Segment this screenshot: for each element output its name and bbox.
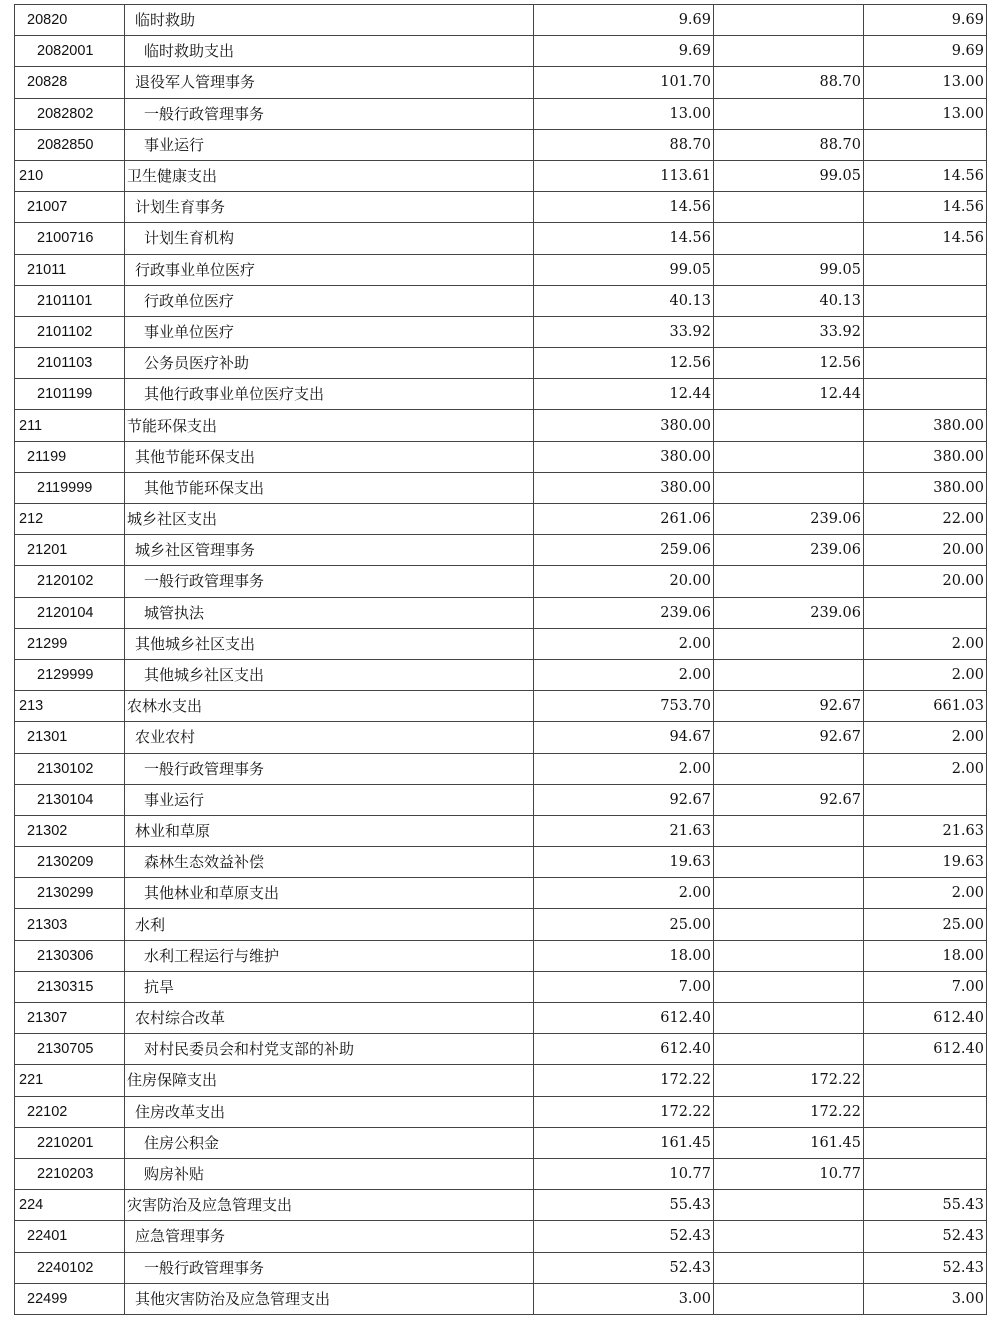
- row-name: 城乡社区支出: [125, 504, 534, 535]
- row-project-expenditure: 2.00: [864, 753, 987, 784]
- row-project-expenditure: [864, 316, 987, 347]
- row-basic-expenditure: 88.70: [714, 129, 864, 160]
- table-row: [15, 441, 987, 472]
- row-basic-expenditure: 239.06: [714, 504, 864, 535]
- row-name: 节能环保支出: [125, 410, 534, 441]
- row-code: 20828: [15, 67, 125, 98]
- table-row: [15, 1034, 987, 1065]
- row-total: 9.69: [534, 36, 714, 67]
- row-name: 其他行政事业单位医疗支出: [125, 379, 534, 410]
- row-code: 210: [15, 160, 125, 191]
- table-row: [15, 285, 987, 316]
- row-project-expenditure: 380.00: [864, 441, 987, 472]
- row-name: 农村综合改革: [125, 1003, 534, 1034]
- row-basic-expenditure: 172.22: [714, 1096, 864, 1127]
- row-project-expenditure: 22.00: [864, 504, 987, 535]
- row-basic-expenditure: 12.56: [714, 348, 864, 379]
- row-project-expenditure: 19.63: [864, 847, 987, 878]
- row-basic-expenditure: [714, 1034, 864, 1065]
- table-row: [15, 535, 987, 566]
- row-basic-expenditure: 172.22: [714, 1065, 864, 1096]
- row-name: 事业单位医疗: [125, 316, 534, 347]
- row-code: 2240102: [15, 1252, 125, 1283]
- row-total: 13.00: [534, 98, 714, 129]
- row-name: 住房改革支出: [125, 1096, 534, 1127]
- row-code: 2082001: [15, 36, 125, 67]
- row-basic-expenditure: [714, 36, 864, 67]
- row-basic-expenditure: [714, 1003, 864, 1034]
- row-code: 2101103: [15, 348, 125, 379]
- row-basic-expenditure: [714, 410, 864, 441]
- row-basic-expenditure: 92.67: [714, 784, 864, 815]
- row-name: 水利工程运行与维护: [125, 940, 534, 971]
- row-project-expenditure: [864, 1096, 987, 1127]
- row-name: 事业运行: [125, 129, 534, 160]
- row-project-expenditure: [864, 254, 987, 285]
- row-basic-expenditure: 99.05: [714, 254, 864, 285]
- table-row: [15, 98, 987, 129]
- row-name: 应急管理事务: [125, 1221, 534, 1252]
- row-basic-expenditure: [714, 753, 864, 784]
- row-basic-expenditure: [714, 909, 864, 940]
- row-name: 其他节能环保支出: [125, 472, 534, 503]
- row-basic-expenditure: [714, 192, 864, 223]
- row-basic-expenditure: [714, 5, 864, 36]
- row-name: 行政单位医疗: [125, 285, 534, 316]
- row-code: 2210203: [15, 1158, 125, 1189]
- row-total: 18.00: [534, 940, 714, 971]
- table-row: [15, 472, 987, 503]
- row-total: 380.00: [534, 410, 714, 441]
- row-basic-expenditure: [714, 847, 864, 878]
- row-basic-expenditure: [714, 1283, 864, 1314]
- row-basic-expenditure: 239.06: [714, 597, 864, 628]
- row-project-expenditure: [864, 597, 987, 628]
- row-code: 2101102: [15, 316, 125, 347]
- row-project-expenditure: 55.43: [864, 1190, 987, 1221]
- row-project-expenditure: [864, 348, 987, 379]
- row-name: 卫生健康支出: [125, 160, 534, 191]
- table-row: [15, 316, 987, 347]
- row-total: 20.00: [534, 566, 714, 597]
- row-project-expenditure: 9.69: [864, 36, 987, 67]
- table-row: [15, 566, 987, 597]
- row-code: 212: [15, 504, 125, 535]
- row-total: 3.00: [534, 1283, 714, 1314]
- row-project-expenditure: 612.40: [864, 1034, 987, 1065]
- row-code: 21303: [15, 909, 125, 940]
- row-code: 2120104: [15, 597, 125, 628]
- row-total: 92.67: [534, 784, 714, 815]
- row-name: 购房补贴: [125, 1158, 534, 1189]
- table-row: [15, 1190, 987, 1221]
- row-code: 2119999: [15, 472, 125, 503]
- row-name: 退役军人管理事务: [125, 67, 534, 98]
- table-row: [15, 597, 987, 628]
- row-project-expenditure: [864, 379, 987, 410]
- row-basic-expenditure: [714, 1221, 864, 1252]
- table-row: [15, 940, 987, 971]
- table-row: [15, 67, 987, 98]
- row-code: 21302: [15, 815, 125, 846]
- table-row: [15, 1252, 987, 1283]
- row-basic-expenditure: 88.70: [714, 67, 864, 98]
- row-code: 2100716: [15, 223, 125, 254]
- row-total: 9.69: [534, 5, 714, 36]
- row-basic-expenditure: [714, 441, 864, 472]
- row-project-expenditure: [864, 1158, 987, 1189]
- row-code: 21307: [15, 1003, 125, 1034]
- row-basic-expenditure: [714, 878, 864, 909]
- table-body: [15, 5, 987, 1315]
- row-project-expenditure: [864, 285, 987, 316]
- row-total: 12.44: [534, 379, 714, 410]
- row-project-expenditure: 380.00: [864, 410, 987, 441]
- row-total: 94.67: [534, 722, 714, 753]
- row-basic-expenditure: [714, 971, 864, 1002]
- table-row: [15, 254, 987, 285]
- row-basic-expenditure: [714, 659, 864, 690]
- row-name: 临时救助: [125, 5, 534, 36]
- table-row: [15, 192, 987, 223]
- row-name: 一般行政管理事务: [125, 98, 534, 129]
- table-row: [15, 1221, 987, 1252]
- row-basic-expenditure: [714, 628, 864, 659]
- table-row: [15, 691, 987, 722]
- row-total: 2.00: [534, 628, 714, 659]
- table-row: [15, 160, 987, 191]
- row-code: 2130315: [15, 971, 125, 1002]
- table-row: [15, 909, 987, 940]
- row-total: 88.70: [534, 129, 714, 160]
- row-code: 21301: [15, 722, 125, 753]
- row-total: 21.63: [534, 815, 714, 846]
- row-basic-expenditure: 10.77: [714, 1158, 864, 1189]
- row-name: 公务员医疗补助: [125, 348, 534, 379]
- row-basic-expenditure: 12.44: [714, 379, 864, 410]
- row-total: 40.13: [534, 285, 714, 316]
- row-code: 2130705: [15, 1034, 125, 1065]
- row-code: 2101199: [15, 379, 125, 410]
- table-row: [15, 753, 987, 784]
- row-code: 2129999: [15, 659, 125, 690]
- row-code: 20820: [15, 5, 125, 36]
- table-row: [15, 410, 987, 441]
- row-project-expenditure: 52.43: [864, 1221, 987, 1252]
- row-code: 21199: [15, 441, 125, 472]
- row-code: 2130299: [15, 878, 125, 909]
- row-code: 213: [15, 691, 125, 722]
- row-name: 抗旱: [125, 971, 534, 1002]
- row-total: 612.40: [534, 1034, 714, 1065]
- table-row: [15, 5, 987, 36]
- row-name: 林业和草原: [125, 815, 534, 846]
- row-name: 水利: [125, 909, 534, 940]
- row-total: 2.00: [534, 878, 714, 909]
- row-total: 14.56: [534, 192, 714, 223]
- row-total: 239.06: [534, 597, 714, 628]
- row-project-expenditure: 7.00: [864, 971, 987, 1002]
- row-code: 211: [15, 410, 125, 441]
- row-code: 22499: [15, 1283, 125, 1314]
- row-project-expenditure: 2.00: [864, 722, 987, 753]
- row-project-expenditure: 3.00: [864, 1283, 987, 1314]
- row-code: 21201: [15, 535, 125, 566]
- table-row: [15, 815, 987, 846]
- row-total: 7.00: [534, 971, 714, 1002]
- row-name: 事业运行: [125, 784, 534, 815]
- row-total: 52.43: [534, 1252, 714, 1283]
- table-row: [15, 784, 987, 815]
- row-basic-expenditure: [714, 1190, 864, 1221]
- row-code: 21011: [15, 254, 125, 285]
- row-total: 2.00: [534, 659, 714, 690]
- row-total: 612.40: [534, 1003, 714, 1034]
- table-row: [15, 722, 987, 753]
- row-name: 对村民委员会和村党支部的补助: [125, 1034, 534, 1065]
- row-project-expenditure: 2.00: [864, 659, 987, 690]
- row-basic-expenditure: 99.05: [714, 160, 864, 191]
- row-project-expenditure: 2.00: [864, 878, 987, 909]
- row-name: 其他城乡社区支出: [125, 659, 534, 690]
- row-name: 农林水支出: [125, 691, 534, 722]
- row-basic-expenditure: 40.13: [714, 285, 864, 316]
- row-total: 161.45: [534, 1127, 714, 1158]
- row-code: 2130102: [15, 753, 125, 784]
- table-row: [15, 847, 987, 878]
- row-basic-expenditure: 161.45: [714, 1127, 864, 1158]
- row-total: 380.00: [534, 441, 714, 472]
- row-basic-expenditure: 92.67: [714, 722, 864, 753]
- row-code: 224: [15, 1190, 125, 1221]
- row-project-expenditure: [864, 1065, 987, 1096]
- budget-table: [14, 4, 987, 1315]
- row-name: 其他节能环保支出: [125, 441, 534, 472]
- row-code: 2120102: [15, 566, 125, 597]
- table-row: [15, 1158, 987, 1189]
- row-total: 172.22: [534, 1096, 714, 1127]
- row-total: 12.56: [534, 348, 714, 379]
- row-total: 753.70: [534, 691, 714, 722]
- table-row: [15, 1096, 987, 1127]
- row-total: 2.00: [534, 753, 714, 784]
- table-row: [15, 878, 987, 909]
- table-row: [15, 223, 987, 254]
- row-project-expenditure: 21.63: [864, 815, 987, 846]
- row-project-expenditure: 14.56: [864, 160, 987, 191]
- row-code: 2130306: [15, 940, 125, 971]
- row-code: 22102: [15, 1096, 125, 1127]
- row-project-expenditure: 14.56: [864, 223, 987, 254]
- row-total: 10.77: [534, 1158, 714, 1189]
- table-row: [15, 659, 987, 690]
- row-name: 计划生育事务: [125, 192, 534, 223]
- row-total: 52.43: [534, 1221, 714, 1252]
- row-project-expenditure: 18.00: [864, 940, 987, 971]
- row-basic-expenditure: [714, 1252, 864, 1283]
- table-row: [15, 1127, 987, 1158]
- row-code: 2130104: [15, 784, 125, 815]
- row-total: 19.63: [534, 847, 714, 878]
- row-project-expenditure: [864, 784, 987, 815]
- row-basic-expenditure: [714, 472, 864, 503]
- row-total: 14.56: [534, 223, 714, 254]
- row-project-expenditure: 13.00: [864, 67, 987, 98]
- row-basic-expenditure: 92.67: [714, 691, 864, 722]
- row-code: 2082802: [15, 98, 125, 129]
- row-project-expenditure: [864, 1127, 987, 1158]
- row-code: 2082850: [15, 129, 125, 160]
- row-name: 灾害防治及应急管理支出: [125, 1190, 534, 1221]
- table-row: [15, 1003, 987, 1034]
- row-code: 21007: [15, 192, 125, 223]
- row-total: 261.06: [534, 504, 714, 535]
- row-basic-expenditure: 239.06: [714, 535, 864, 566]
- row-name: 其他城乡社区支出: [125, 628, 534, 659]
- row-basic-expenditure: [714, 98, 864, 129]
- row-project-expenditure: 20.00: [864, 535, 987, 566]
- table-row: [15, 379, 987, 410]
- row-name: 森林生态效益补偿: [125, 847, 534, 878]
- row-basic-expenditure: [714, 566, 864, 597]
- row-name: 其他灾害防治及应急管理支出: [125, 1283, 534, 1314]
- row-code: 2210201: [15, 1127, 125, 1158]
- row-project-expenditure: 13.00: [864, 98, 987, 129]
- row-name: 住房公积金: [125, 1127, 534, 1158]
- row-name: 城管执法: [125, 597, 534, 628]
- row-name: 一般行政管理事务: [125, 1252, 534, 1283]
- row-total: 25.00: [534, 909, 714, 940]
- row-name: 行政事业单位医疗: [125, 254, 534, 285]
- row-project-expenditure: 380.00: [864, 472, 987, 503]
- row-name: 计划生育机构: [125, 223, 534, 254]
- row-code: 2101101: [15, 285, 125, 316]
- row-total: 113.61: [534, 160, 714, 191]
- row-total: 55.43: [534, 1190, 714, 1221]
- row-code: 2130209: [15, 847, 125, 878]
- table-row: [15, 1283, 987, 1314]
- row-project-expenditure: 14.56: [864, 192, 987, 223]
- row-name: 住房保障支出: [125, 1065, 534, 1096]
- row-total: 259.06: [534, 535, 714, 566]
- table-row: [15, 628, 987, 659]
- row-total: 101.70: [534, 67, 714, 98]
- table-row: [15, 36, 987, 67]
- row-project-expenditure: 661.03: [864, 691, 987, 722]
- row-name: 农业农村: [125, 722, 534, 753]
- row-name: 其他林业和草原支出: [125, 878, 534, 909]
- table-row: [15, 504, 987, 535]
- row-project-expenditure: [864, 129, 987, 160]
- row-basic-expenditure: [714, 815, 864, 846]
- row-total: 172.22: [534, 1065, 714, 1096]
- row-basic-expenditure: 33.92: [714, 316, 864, 347]
- row-basic-expenditure: [714, 223, 864, 254]
- row-name: 一般行政管理事务: [125, 753, 534, 784]
- row-project-expenditure: 20.00: [864, 566, 987, 597]
- row-code: 221: [15, 1065, 125, 1096]
- row-total: 99.05: [534, 254, 714, 285]
- row-name: 一般行政管理事务: [125, 566, 534, 597]
- row-code: 22401: [15, 1221, 125, 1252]
- row-name: 临时救助支出: [125, 36, 534, 67]
- row-project-expenditure: 52.43: [864, 1252, 987, 1283]
- row-project-expenditure: 2.00: [864, 628, 987, 659]
- table-row: [15, 1065, 987, 1096]
- row-project-expenditure: 9.69: [864, 5, 987, 36]
- row-project-expenditure: 612.40: [864, 1003, 987, 1034]
- row-total: 380.00: [534, 472, 714, 503]
- table-row: [15, 129, 987, 160]
- row-total: 33.92: [534, 316, 714, 347]
- row-code: 21299: [15, 628, 125, 659]
- table-row: [15, 348, 987, 379]
- row-name: 城乡社区管理事务: [125, 535, 534, 566]
- row-project-expenditure: 25.00: [864, 909, 987, 940]
- row-basic-expenditure: [714, 940, 864, 971]
- table-row: [15, 971, 987, 1002]
